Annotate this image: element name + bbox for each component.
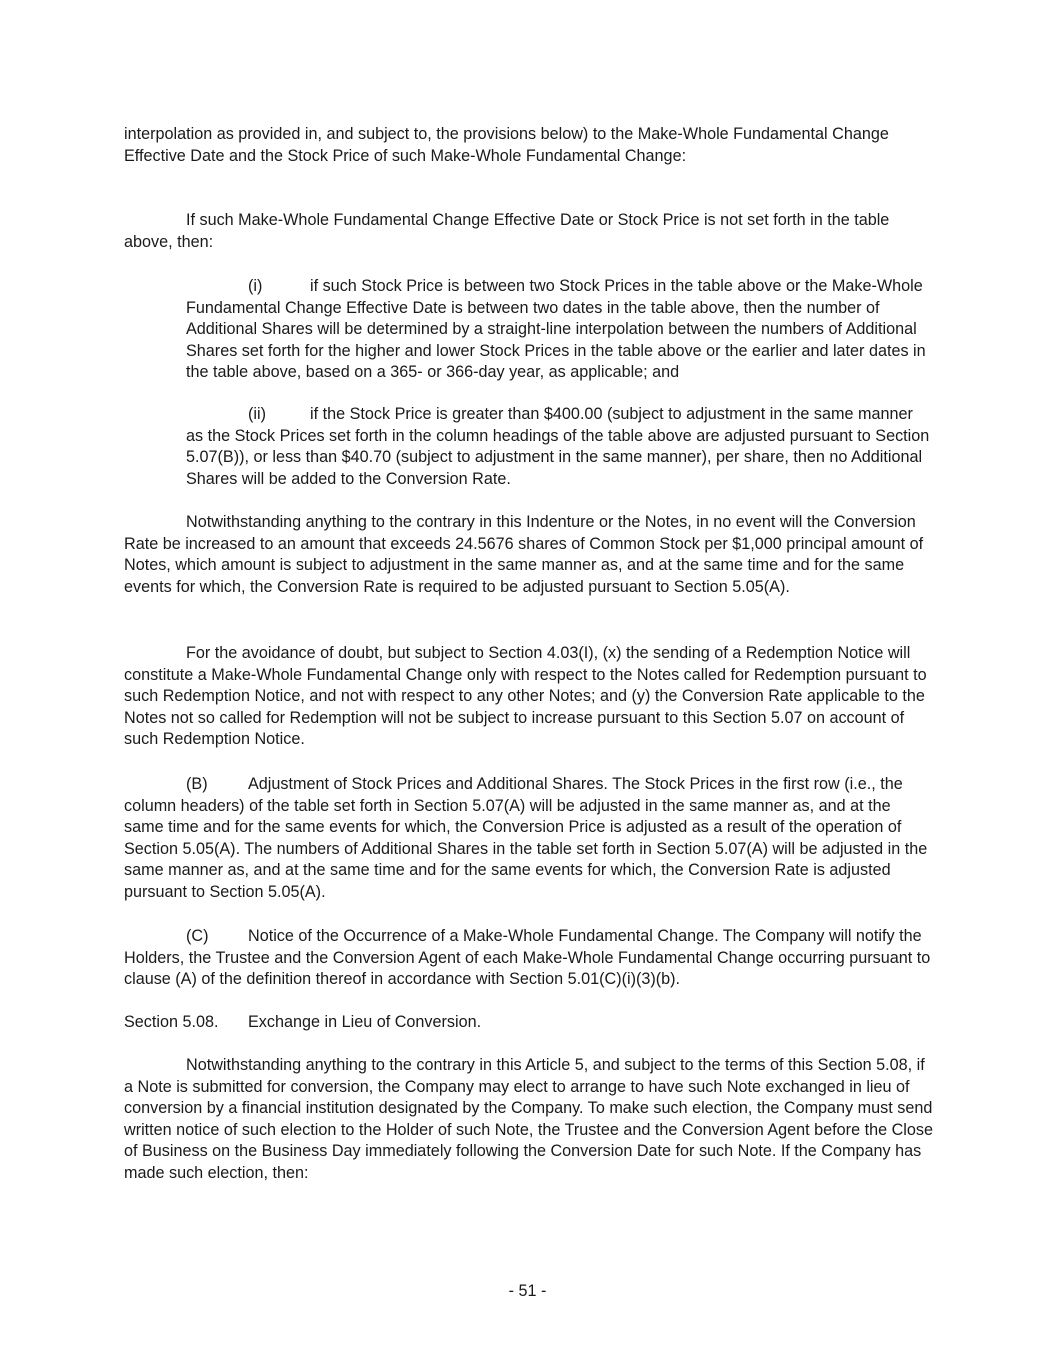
paragraph-exchange-in-lieu: Notwithstanding anything to the contrary in this Article 5, and subject to the terms of this Section 5.08, if a Note is submitted for conversion, the Company may elect to arrange to have such Note exchanged in lieu of conversion by a financial institution designated by the Company. To make such election, the Company must send written notice of such election to the Holder of such Note, the Trustee and the Conversion Agent before the Close of Business on the Business Day immediately following the Conversion Date for such Note. If the Company has made such election, then: — [124, 1056, 933, 1182]
subsection-b-label: (B) — [186, 775, 208, 793]
subsection-b-text: Adjustment of Stock Prices and Additional Shares. The Stock Prices in the first row (i.e., the column headers) of the table set forth in Section 5.07(A) will be adjusted in the same manner as, and at the same time and for the same events for which, the Conversion Price is adjusted as a result of the operation of Section 5.05(A). The numbers of Additional Shares in the table set forth in Section 5.07(A) will be adjusted in the same manner as, and at the same time and for the same events for which, the Conversion Rate is adjusted pursuant to Section 5.05(A). — [124, 775, 928, 901]
clause-ii-text: if the Stock Price is greater than $400.00 (subject to adjustment in the same manner as the Stock Prices set forth in the column headings of the table above are adjusted pursuant to Section 5.07(B)), or less than $40.70 (subject to adjustment in the same manner), per share, then no Additional Shares will be added to the Conversion Rate. — [186, 405, 930, 488]
subsection-c — [124, 926, 934, 991]
clause-ii-label: (ii) — [248, 405, 266, 423]
paragraph-avoidance-of-doubt: For the avoidance of doubt, but subject to Section 4.03(I), (x) the sending of a Redemption Notice will constitute a Make-Whole Fundamental Change only with respect to the Notes called for Redemption pursuant to such Redemption Notice, and not with respect to any other Notes; and (y) the Conversion Rate applicable to the Notes not so called for Redemption will not be subject to increase pursuant to this Section 5.07 on account of such Redemption Notice. — [124, 644, 927, 749]
clause-ii — [186, 404, 934, 490]
paragraph-interpolation: interpolation as provided in, and subject to, the provisions below) to the Make-Whole Fundamental Change Effective Date and the Stock Price of such Make-Whole Fundamental Change: — [124, 125, 889, 165]
section-title: Exchange in Lieu of Conversion. — [248, 1013, 482, 1031]
section-number: Section 5.08. — [124, 1013, 219, 1031]
page-number: - 51 - — [508, 1282, 547, 1300]
subsection-c-label: (C) — [186, 927, 209, 945]
subsection-c-text: Notice of the Occurrence of a Make-Whole Fundamental Change. The Company will notify the Holders, the Trustee and the Conversion Agent of each Make-Whole Fundamental Change occurring pursuant to clause (A) of the definition thereof in accordance with Section 5.01(C)(i)(3)(b). — [124, 927, 931, 989]
clause-i-label: (i) — [248, 277, 263, 295]
paragraph-not-set-forth: If such Make-Whole Fundamental Change Effective Date or Stock Price is not set forth in the table above, then: — [124, 211, 890, 251]
clause-i-text: if such Stock Price is between two Stock Prices in the table above or the Make-Whole Fundamental Change Effective Date is between two dates in the table above, then the number of Additional Shares will be determined by a straight-line interpolation between the numbers of Additional Shares set forth for the higher and lower Stock Prices in the table above or the earlier and later dates in the table above, based on a 365- or 366-day year, as applicable; and — [186, 277, 926, 382]
section-heading — [124, 1012, 934, 1034]
paragraph-conversion-rate-cap: Notwithstanding anything to the contrary in this Indenture or the Notes, in no event will the Conversion Rate be increased to an amount that exceeds 24.5676 shares of Common Stock per $1,000 principal amount of Notes, which amount is subject to adjustment in the same manner as, and at the same time and for the same events for which, the Conversion Rate is required to be adjusted pursuant to Section 5.05(A). — [124, 513, 924, 596]
subsection-b — [124, 774, 934, 904]
clause-i — [186, 276, 934, 384]
